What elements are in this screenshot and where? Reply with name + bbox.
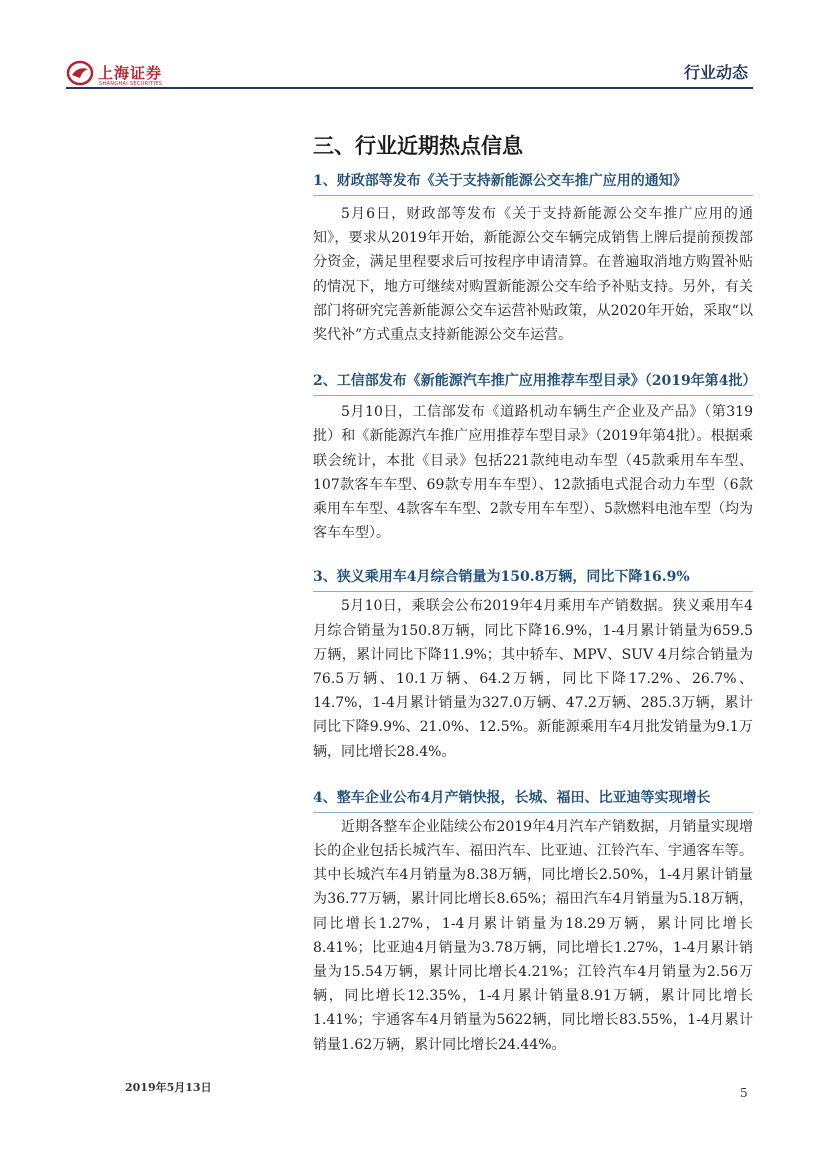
news-item-title-4: 4、整车企业公布4月产销快报，长城、福田、比亚迪等实现增长 [313,786,753,813]
report-type-tag: 行业动态 [683,63,748,82]
news-item-title-3: 3、狭义乘用车4月综合销量为150.8万辆，同比下降16.9% [313,565,753,592]
news-item-title-1: 1、财政部等发布《关于支持新能源公交车推广应用的通知》 [313,169,753,196]
page-header [0,0,827,95]
logo-name: 上海证券 [98,64,163,82]
report-date: 2019年5月13日 [125,1081,212,1094]
header-divider [66,87,753,89]
news-item-body-3: 5月10日，乘联会公布2019年4月乘用车产销数据。狭义乘用车4月综合销量为150.8万辆，同比下降16.9%，1-4月累计销量为659.5万辆，累计同比下降11.9%；其中轿车、MPV、SUV 4月综合销量为76.5万辆、10.1万辆、64.2万辆，同比下降17.2%、26.7%、14.7%，1-4月累计销量为327.0万辆、47.2万辆、285.3万辆，累计同比下降9.9%、21.0%、12.5%。新能源乘用车4月批发销量为9.1万辆，同比增长28.4%。 [313,598,753,760]
main-content [313,130,757,1057]
news-item-body-4: 近期各整车企业陆续公布2019年4月汽车产销数据，月销量实现增长的企业包括长城汽车、福田汽车、比亚迪、江铃汽车、宇通客车等。其中长城汽车4月销量为8.38万辆，同比增长2.50%，1-4月累计销量为36.77万辆，累计同比增长8.65%；福田汽车4月销量为5.18万辆，同比增长1.27%，1-4月累计销量为18.29万辆，累计同比增长8.41%；比亚迪4月销量为3.78万辆，同比增长1.27%，1-4月累计销量为15.54万辆，累计同比增长4.21%；江铃汽车4月销量为2.56万辆，同比增长12.35%，1-4月累计销量8.91万辆，累计同比增长1.41%；宇通客车4月销量为5622辆，同比增长83.55%，1-4月累计销量1.62万辆，累计同比增长24.44%。 [313,818,753,1053]
section-title: 三、行业近期热点信息 [313,134,523,158]
news-item-title-2: 2、工信部发布《新能源汽车推广应用推荐车型目录》（2019年第4批） [313,369,753,396]
news-item-body-2: 5月10日，工信部发布《道路机动车辆生产企业及产品》（第319批）和《新能源汽车推广应用推荐车型目录》（2019年第4批）。根据乘联会统计，本批《目录》包括221款纯电动车型（45款乘用车车型、107款客车车型、69款专用车车型）、12款插电式混合动力车型（6款乘用车车型、4款客车车型、2款专用车车型）、5款燃料电池车型（均为客车车型）。 [313,404,753,542]
logo-emblem-icon [66,60,96,86]
news-item-body-1: 5月6日，财政部等发布《关于支持新能源公交车推广应用的通知》，要求从2019年开始，新能源公交车辆完成销售上牌后提前预拨部分资金，满足里程要求后可按程序申请清算。在普遍取消地方购置补贴的情况下，地方可继续对购置新能源公交车给予补贴支持。另外，有关部门将研究完善新能源公交车运营补贴政策，从2020年开始，采取“以奖代补”方式重点支持新能源公交车运营。 [313,206,753,344]
logo-subtitle: SHANGHAI SECURITIES [99,81,163,87]
page-number: 5 [740,1086,748,1100]
